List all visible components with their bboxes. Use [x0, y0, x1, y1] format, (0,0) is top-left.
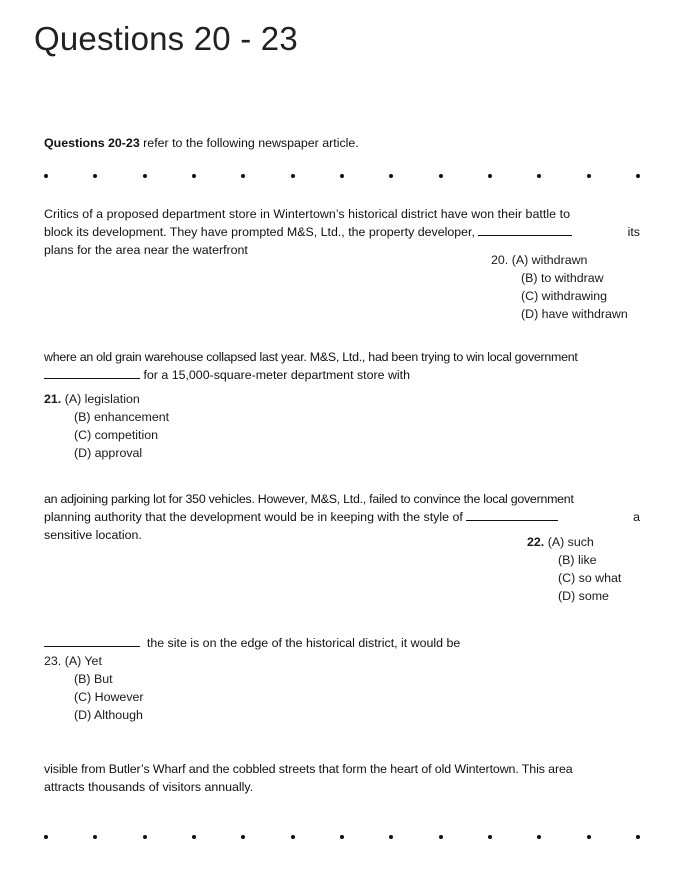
separator-dot: [340, 174, 344, 178]
separator-dot: [636, 835, 640, 839]
q20-option-d: (D) have withdrawn: [521, 307, 628, 321]
separator-dot: [291, 174, 295, 178]
p5-line1: visible from Butler’s Wharf and the cobbled streets that form the heart of old Wintertown. This area: [44, 762, 573, 776]
separator-dot: [192, 174, 196, 178]
q22-option-b: (B) like: [558, 553, 597, 567]
intro-bold: Questions 20-23: [44, 136, 140, 150]
article-paragraph-5: [44, 760, 640, 796]
separator-dot: [636, 174, 640, 178]
separator-dot: [44, 835, 48, 839]
article-paragraph-4: [44, 634, 640, 652]
p2-line2: for a 15,000-square-meter department store with: [44, 366, 640, 384]
q22-option-c: (C) so what: [558, 571, 622, 585]
p5-line2: attracts thousands of visitors annually.: [44, 780, 254, 794]
intro-rest: refer to the following newspaper article.: [139, 136, 359, 150]
dot-separator-top: [44, 174, 640, 180]
separator-dot: [340, 835, 344, 839]
separator-dot: [439, 174, 443, 178]
article-paragraph-2: [44, 348, 640, 384]
q21-option-b: (B) enhancement: [74, 410, 170, 424]
separator-dot: [241, 174, 245, 178]
blank-23: [44, 634, 140, 647]
q21-option-a: 21. (A) legislation: [44, 392, 140, 406]
blank-21: [44, 366, 140, 379]
dot-separator-bottom: [44, 835, 640, 841]
q21-option-c: (C) competition: [74, 428, 159, 442]
intro-line: [44, 134, 359, 152]
separator-dot: [537, 835, 541, 839]
separator-dot: [439, 835, 443, 839]
q23-option-c: (C) However: [74, 690, 144, 704]
p1-line1: Critics of a proposed department store in Wintertown’s historical district have won their battle to: [44, 207, 571, 221]
p3-line3: sensitive location.: [44, 528, 142, 542]
p1-line3: plans for the area near the waterfront: [44, 243, 248, 257]
q23-option-d: (D) Although: [74, 708, 143, 722]
separator-dot: [44, 174, 48, 178]
separator-dot: [143, 835, 147, 839]
p3-line1: an adjoining parking lot for 350 vehicles. However, M&S, Ltd., failed to convince the local government: [44, 492, 574, 506]
separator-dot: [192, 835, 196, 839]
blank-20: [478, 223, 572, 236]
question-23-options: [44, 652, 144, 724]
separator-dot: [241, 835, 245, 839]
page-title: Questions 20 - 23: [34, 20, 298, 57]
question-22-options: [527, 533, 621, 605]
q22-option-d: (D) some: [558, 589, 609, 603]
p3-line2: planning authority that the development would be in keeping with the style of a: [44, 510, 640, 524]
separator-dot: [389, 174, 393, 178]
separator-dot: [587, 174, 591, 178]
q22-option-a: 22. (A) such: [527, 535, 594, 549]
question-20-options: [491, 251, 628, 323]
separator-dot: [488, 174, 492, 178]
q23-option-a: 23. (A) Yet: [44, 654, 102, 668]
separator-dot: [291, 835, 295, 839]
p2-line1: where an old grain warehouse collapsed last year. M&S, Ltd., had been trying to win local government: [44, 350, 578, 364]
q20-option-c: (C) withdrawing: [521, 289, 608, 303]
p1-line2-text: block its development. They have prompted M&S, Ltd., the property developer,: [44, 225, 475, 239]
q23-option-b: (B) But: [74, 672, 113, 686]
q20-option-a: 20. (A) withdrawn: [491, 253, 588, 267]
separator-dot: [587, 835, 591, 839]
separator-dot: [93, 835, 97, 839]
q20-option-b: (B) to withdraw: [521, 271, 604, 285]
q21-option-d: (D) approval: [74, 446, 143, 460]
p1-line2-after: its: [627, 225, 640, 239]
separator-dot: [389, 835, 393, 839]
separator-dot: [143, 174, 147, 178]
question-21-options: [44, 390, 169, 462]
p1-line2: [44, 223, 640, 241]
separator-dot: [537, 174, 541, 178]
separator-dot: [93, 174, 97, 178]
blank-22: [466, 508, 558, 521]
p4-line1: the site is on the edge of the historical district, it would be: [44, 634, 640, 652]
separator-dot: [488, 835, 492, 839]
